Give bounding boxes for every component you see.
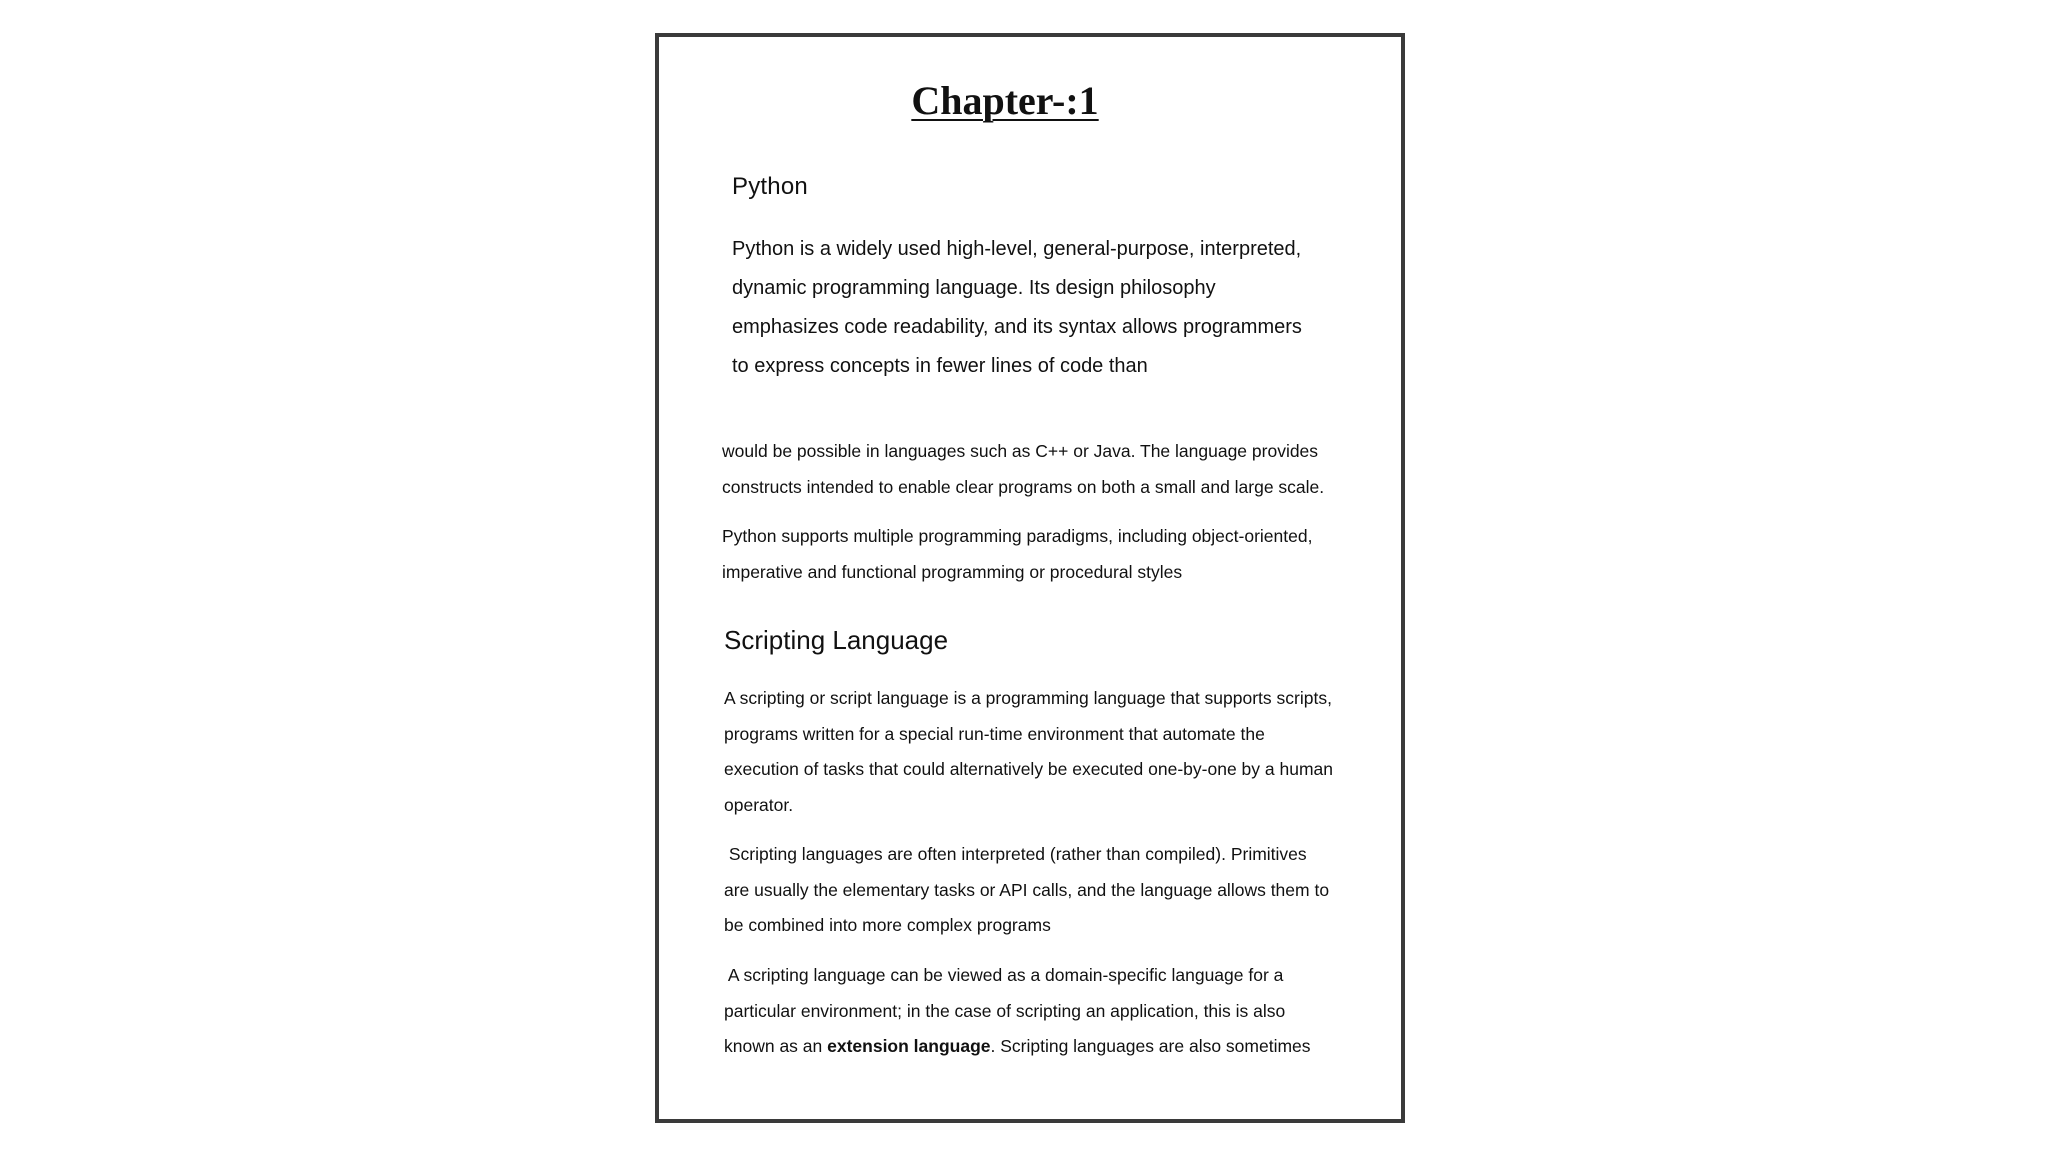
paragraph-line: programs written for a special run-time environment that automate the bbox=[724, 723, 1265, 744]
line-text: known as an bbox=[724, 1036, 828, 1056]
bold-term: extension language bbox=[827, 1036, 991, 1056]
document-page bbox=[655, 33, 1405, 1123]
paragraph-line: are usually the elementary tasks or API calls, and the language allows them to bbox=[724, 879, 1330, 900]
paragraph-line: A scripting or script language is a programming language that supports scripts, bbox=[724, 688, 1332, 708]
paragraph-line: Python supports multiple programming paradigms, including object-oriented, bbox=[722, 526, 1313, 546]
paragraph-line: operator. bbox=[724, 794, 794, 815]
python-intro-paragraph bbox=[732, 230, 1332, 386]
paragraph-line: particular environment; in the case of scripting an application, this is also bbox=[724, 1000, 1286, 1021]
chapter-title-text: Chapter-:1 bbox=[911, 78, 1099, 123]
paragraph-line bbox=[724, 1029, 1364, 1065]
python-heading: Python bbox=[732, 173, 808, 200]
paragraph-line: execution of tasks that could alternatively be executed one-by-one by a human bbox=[724, 759, 1333, 779]
paragraph-line: imperative and functional programming or procedural styles bbox=[722, 561, 1183, 582]
python-paragraph-1 bbox=[722, 434, 1362, 505]
paragraph-line: A scripting language can be viewed as a domain-specific language for a bbox=[724, 965, 1284, 985]
scripting-language-heading: Scripting Language bbox=[724, 625, 949, 655]
chapter-title bbox=[659, 77, 1401, 125]
python-paragraph-2 bbox=[722, 519, 1362, 590]
scripting-paragraph-2 bbox=[724, 837, 1364, 944]
paragraph-line: be combined into more complex programs bbox=[724, 915, 1051, 935]
paragraph-line: emphasizes code readability, and its syntax allows programmers bbox=[732, 316, 1302, 338]
paragraph-line: constructs intended to enable clear programs on both a small and large scale. bbox=[722, 476, 1325, 497]
line-text: . Scripting languages are also sometimes bbox=[990, 1036, 1311, 1056]
paragraph-line: dynamic programming language. Its design philosophy bbox=[732, 277, 1216, 299]
scripting-paragraph-3 bbox=[724, 958, 1364, 1065]
paragraph-line: Scripting languages are often interpreted (rather than compiled). Primitives bbox=[724, 844, 1307, 864]
paragraph-line: would be possible in languages such as C++ or Java. The language provides bbox=[722, 441, 1319, 461]
scripting-paragraph-1 bbox=[724, 681, 1364, 823]
paragraph-line: to express concepts in fewer lines of code than bbox=[732, 355, 1148, 377]
paragraph-line: Python is a widely used high-level, general-purpose, interpreted, bbox=[732, 238, 1302, 260]
